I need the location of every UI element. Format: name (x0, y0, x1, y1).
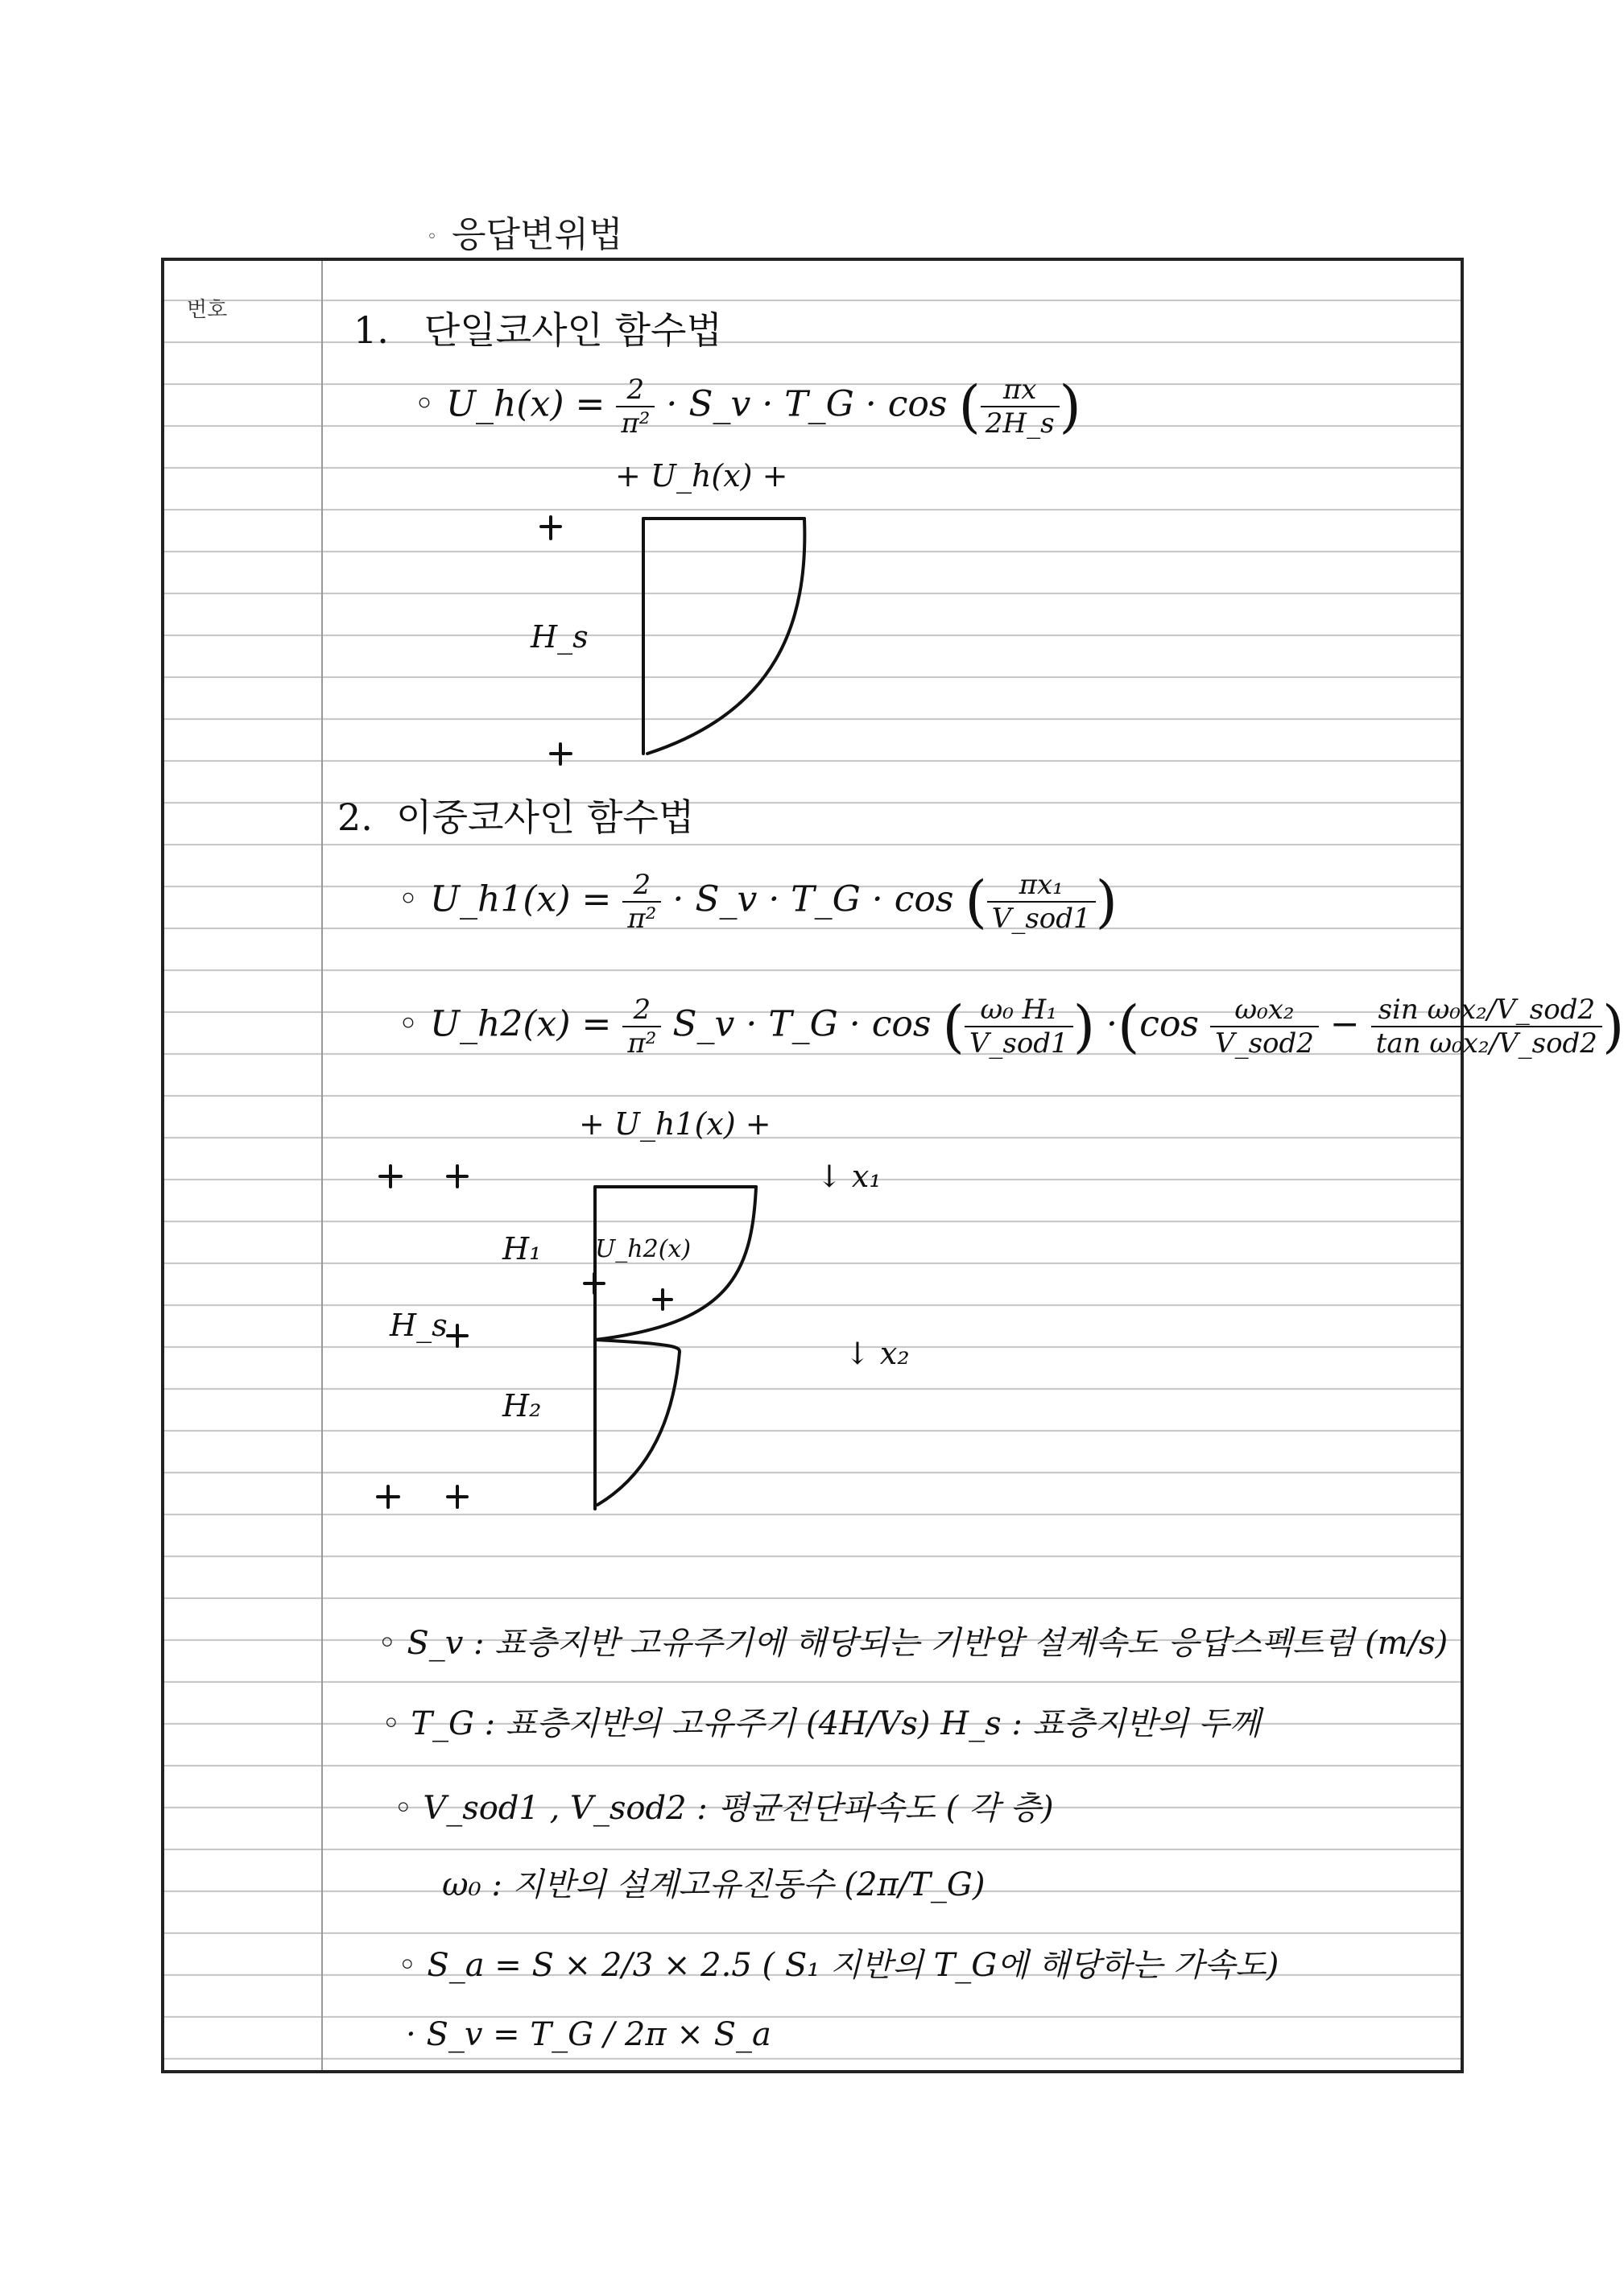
displacement-diagrams (164, 261, 1461, 2070)
eq3-arg2-den: V_sod2 (1215, 1027, 1314, 1060)
note-tg: ◦ T_G : 표층지반의 고유주기 (4H/Vs) H_s : 표층지반의 두께 (382, 1705, 1261, 1742)
eq3-coef-num: 2 (622, 994, 661, 1027)
diagram1-bottom-marker (551, 744, 571, 764)
eq1-mid: · S_v · T_G · cos (666, 383, 948, 425)
section2-equation2: ◦ U_h2(x) = $\frac{2}{\text{π²}}$ S_v · T_G · cos ( $\frac{\text{ω₀ H₁}}{\text{V\_sod1}}$ ) ·(cos $\frac{\text{ω₀x₂}}{\text{V\_sod2}}$ − $\frac{\text{sin ω₀x₂/V\_sod2}}{\text{tan ω₀x₂/V\_sod2}}$ ) (398, 994, 1624, 1060)
diagram2-h2-label: H₂ (502, 1388, 542, 1424)
diagram2-marker-b (448, 1166, 467, 1187)
eq1-lhs: U_h(x) = (445, 383, 605, 425)
note-vsod: ◦ V_sod1 , V_sod2 : 평균전단파속도 ( 각 층) (394, 1790, 1054, 1827)
page-title (427, 205, 623, 257)
section2-equation1: ◦ U_h1(x) = $\frac{2}{\text{π²}}$ · S_v · T_G · cos ( $\frac{\text{πx₁}}{\text{V\_sod1}}$ ) (398, 869, 1118, 935)
eq2-lhs: U_h1(x) = (429, 878, 612, 920)
diagram2-inner-marker-b (654, 1290, 672, 1309)
diagram2-hs-label: H_s (390, 1308, 448, 1343)
diagram2-marker-d (378, 1486, 399, 1507)
eq3-cos: cos (1139, 1003, 1200, 1045)
section2-title: 이중코사인 함수법 (396, 796, 695, 839)
column-label: 번호 (187, 298, 228, 322)
eq1-coef-den: π² (621, 407, 651, 440)
note-vsod-text: V_sod1 , V_sod2 : 평균전단파속도 ( 각 층) (423, 1790, 1054, 1827)
eq3-arg2-num: ω₀x₂ (1210, 994, 1319, 1027)
eq3-arg1-num: ω₀ H₁ (965, 994, 1073, 1027)
diagram2-marker-c (448, 1325, 467, 1346)
diagram2-marker-e (448, 1486, 467, 1507)
eq3-arg1-den: V_sod1 (969, 1027, 1068, 1060)
eq2-coef-num: 2 (622, 869, 661, 903)
note-tg-text: T_G : 표층지반의 고유주기 (4H/Vs) H_s : 표층지반의 두께 (411, 1705, 1261, 1742)
diagram2-h1-label: H₁ (502, 1231, 542, 1267)
eq3-coef-den: π² (627, 1027, 657, 1060)
note-sv-text: S_v : 표층지반 고유주기에 해당되는 기반암 설계속도 응답스펙트럼 (m/s) (407, 1625, 1448, 1662)
diagram2-lower-curve (595, 1340, 680, 1505)
diagram2-top-label: + U_h1(x) + (579, 1106, 771, 1142)
eq3-mid: S_v · T_G · cos (672, 1003, 932, 1045)
eq3-lhs: U_h2(x) = (429, 1003, 612, 1045)
eq2-arg-num: πx₁ (987, 869, 1096, 903)
eq1-arg-den: 2H_s (985, 407, 1055, 440)
diagram1-top-label: + U_h(x) + (615, 458, 788, 494)
eq3-sin-den: V_sod2 (1496, 994, 1596, 1026)
eq3-tan-den: V_sod2 (1498, 1027, 1597, 1060)
section1-number: 1. (353, 308, 389, 352)
note-sa: ◦ S_a = S × 2/3 × 2.5 ( S₁ 지반의 T_G에 해당하는 가속도) (398, 1947, 1279, 1984)
section2-number: 2. (337, 796, 373, 839)
eq2-coef-den: π² (627, 903, 657, 935)
eq3-tan-num: ω₀x₂ (1429, 1027, 1490, 1060)
note-sv: ◦ S_v : 표층지반 고유주기에 해당되는 기반암 설계속도 응답스펙트럼 (m/s) (378, 1625, 1448, 1662)
diagram2-inner-label: U_h2(x) (595, 1235, 692, 1263)
note-sa-text: S_a = S × 2/3 × 2.5 ( S₁ 지반의 T_G에 해당하는 가속도) (427, 1947, 1279, 1984)
bullet-icon: ◦ (427, 226, 437, 247)
eq3-tan-part: tan ω₀x₂/V_sod2 (1375, 1027, 1597, 1060)
eq2-mid: · S_v · T_G · cos (672, 878, 954, 920)
note-sv-formula-text: S_v = T_G / 2π × S_a (426, 2016, 771, 2053)
diagram2-x2-label: ↓ x₂ (845, 1336, 910, 1371)
eq1-arg-num: πx (981, 374, 1060, 407)
diagram2-upper-curve (595, 1187, 756, 1340)
note-sv-formula: · S_v = T_G / 2π × S_a (406, 2016, 771, 2053)
diagram2-marker-a (380, 1166, 401, 1187)
diagram2-x1-label: ↓ x₁ (816, 1159, 882, 1194)
section1-equation: ◦ U_h(x) = $\frac{2}{\text{π²}}$ · S_v · T_G · cos ( $\frac{\pi x}{2H\_s}$ ) (414, 374, 1081, 440)
eq3-minus: − (1329, 1003, 1360, 1045)
diagram1-cosine-curve (647, 519, 804, 754)
section1-title: 단일코사인 함수법 (424, 308, 722, 352)
diagram2-inner-marker-a (585, 1274, 604, 1293)
eq2-arg-den: V_sod1 (991, 903, 1091, 935)
diagram1-top-marker (541, 517, 560, 539)
diagram1-depth-label: H_s (531, 619, 589, 655)
eq3-sin-part: sin ω₀x₂/V_sod2 (1371, 994, 1602, 1027)
eq3-tan: tan (1375, 1027, 1421, 1060)
note-sheet (161, 258, 1624, 2073)
eq3-sin-num: ω₀x₂ (1427, 994, 1487, 1026)
page-title-text: 응답변위법 (451, 214, 623, 255)
note-omega-text: ω₀ : 지반의 설계고유진동수 (2π/T_G) (442, 1866, 986, 1903)
eq3-sin: sin (1378, 994, 1419, 1026)
eq1-coef-num: 2 (616, 374, 655, 407)
